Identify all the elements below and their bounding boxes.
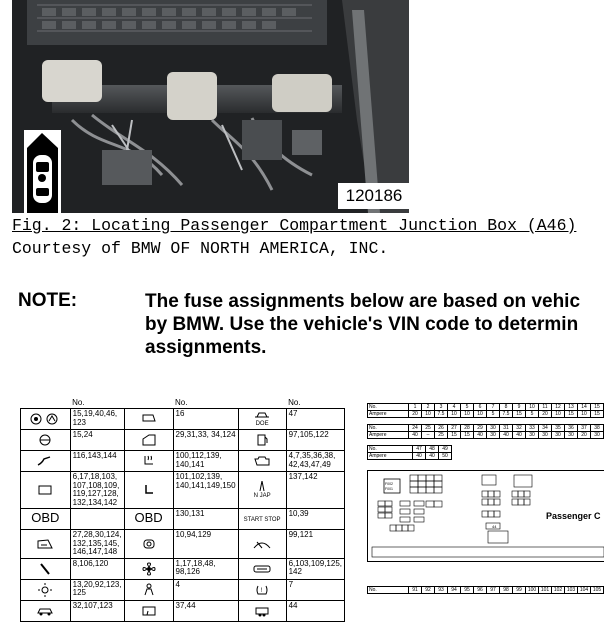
passenger-compartment-label: Passenger C bbox=[546, 511, 601, 521]
fuse-no: 105 bbox=[591, 587, 604, 594]
car-locator-icon bbox=[24, 130, 61, 213]
antenna-jap-icon bbox=[238, 472, 286, 509]
legend-header-row bbox=[21, 398, 345, 409]
no-label: No. bbox=[368, 425, 409, 432]
fuse-no: 103 bbox=[565, 587, 578, 594]
door-lock-icon bbox=[238, 409, 286, 430]
fuse-no: 29 bbox=[474, 425, 487, 432]
fuse-numbers: 15,24 bbox=[70, 430, 124, 451]
fuse-amp: 15 bbox=[591, 411, 604, 418]
fuse-amp: 20 bbox=[539, 411, 552, 418]
fuse-numbers: 13,20,92,123, 125 bbox=[70, 579, 124, 600]
fuse-no: 94 bbox=[448, 587, 461, 594]
fuse-top-label-2: F001 bbox=[385, 487, 393, 491]
fuse-numbers: 116,143,144 bbox=[70, 451, 124, 472]
legend-row bbox=[21, 579, 345, 600]
fuse-amp: 10 bbox=[422, 411, 435, 418]
engine-icon bbox=[238, 451, 286, 472]
fuse-numbers: 99,121 bbox=[286, 530, 344, 559]
fuse-numbers: 37,44 bbox=[173, 600, 238, 621]
fuse-no: 100 bbox=[526, 587, 539, 594]
fuse-amp: 40 bbox=[513, 432, 526, 439]
photo-reference-number: 120186 bbox=[338, 183, 409, 209]
fuse-amp: 30 bbox=[487, 432, 500, 439]
legend-row bbox=[21, 409, 345, 430]
fuse-amp: 30 bbox=[539, 432, 552, 439]
fuse-amp: 10 bbox=[578, 411, 591, 418]
fuse-amp: 30 bbox=[565, 432, 578, 439]
fuse-no: 1 bbox=[409, 404, 422, 411]
window-icon bbox=[21, 530, 71, 559]
fuse-legend-table bbox=[20, 398, 345, 622]
ampere-table-1 bbox=[367, 403, 604, 418]
fuse-numbers: 4 bbox=[173, 579, 238, 600]
fuse-amp: 40 bbox=[413, 453, 426, 460]
fuse-numbers: 130,131 bbox=[173, 509, 238, 530]
fuse-numbers: 16 bbox=[173, 409, 238, 430]
fuse-amp: 50 bbox=[439, 453, 452, 460]
fuse-no: 92 bbox=[422, 587, 435, 594]
fuse-amp: 25 bbox=[435, 432, 448, 439]
fuse-numbers: 101,102,139, 140,141,149,150 bbox=[173, 472, 238, 509]
locator-inset bbox=[24, 130, 61, 213]
no-label: No. bbox=[368, 446, 413, 453]
fuse-no: 97 bbox=[487, 587, 500, 594]
legend-row bbox=[21, 472, 345, 509]
fuse-amp: 7.5 bbox=[435, 411, 448, 418]
fuse-numbers: 137,142 bbox=[286, 472, 344, 509]
note-label: NOTE: bbox=[18, 290, 78, 311]
fuse-numbers: 10,94,129 bbox=[173, 530, 238, 559]
junction-box-photo bbox=[12, 0, 409, 213]
fuse-amp: 30 bbox=[591, 432, 604, 439]
fuse-no: 12 bbox=[552, 404, 565, 411]
horn-icon bbox=[124, 530, 173, 559]
fuse-numbers bbox=[70, 509, 124, 530]
fuse-amp: 30 bbox=[526, 432, 539, 439]
fuse-no: 32 bbox=[513, 425, 526, 432]
fuse-no: 47 bbox=[413, 446, 426, 453]
fuse-no: 28 bbox=[461, 425, 474, 432]
fuel-cap-icon bbox=[238, 430, 286, 451]
fuse-no: 24 bbox=[409, 425, 422, 432]
fuse-no: 30 bbox=[487, 425, 500, 432]
fuse-amp: 15 bbox=[565, 411, 578, 418]
antenna-jap-icon-label: N JAP bbox=[253, 492, 271, 499]
steering-wheel-icon bbox=[21, 430, 71, 451]
fuse-amp: 5 bbox=[526, 411, 539, 418]
fuse-numbers: 47 bbox=[286, 409, 344, 430]
fuse-numbers: 6,103,109,125, 142 bbox=[286, 558, 344, 579]
courtesy-line: Courtesy of BMW OF NORTH AMERICA, INC. bbox=[12, 239, 389, 258]
note-text: The fuse assignments below are based on vehic by BMW. Use the vehicle's VIN code to determin assignments. bbox=[145, 291, 581, 358]
fuse-no: 25 bbox=[422, 425, 435, 432]
fuse-amp: 40 bbox=[474, 432, 487, 439]
fuse-amp: 10 bbox=[474, 411, 487, 418]
fuse-amp: – bbox=[422, 432, 435, 439]
legend-row bbox=[21, 509, 345, 530]
ampere-table-4 bbox=[367, 586, 604, 594]
fuse-numbers: 15,19,40,46, 123 bbox=[70, 409, 124, 430]
fuse-no: 7 bbox=[487, 404, 500, 411]
trailer-icon bbox=[238, 600, 286, 621]
svg-text:!: ! bbox=[260, 587, 263, 594]
fuse-numbers: 8,106,120 bbox=[70, 558, 124, 579]
fuse-no: 14 bbox=[578, 404, 591, 411]
legend-row bbox=[21, 430, 345, 451]
seat-icon bbox=[124, 472, 173, 509]
ampere-label: Ampere bbox=[368, 432, 409, 439]
legend-body bbox=[21, 409, 345, 622]
fuse-no: 98 bbox=[500, 587, 513, 594]
wiper-icon bbox=[238, 530, 286, 559]
fuse-amp: 15 bbox=[461, 432, 474, 439]
fuse-no: 9 bbox=[513, 404, 526, 411]
ampere-table-3 bbox=[367, 445, 452, 460]
display-icon bbox=[21, 472, 71, 509]
fuse-no: 96 bbox=[474, 587, 487, 594]
fuse-amp: 10 bbox=[461, 411, 474, 418]
fuse-numbers: 6,17,18,103, 107,108,109, 119,127,128, 132,134,142 bbox=[70, 472, 124, 509]
legend-row bbox=[21, 530, 345, 559]
fuse-no: 10 bbox=[526, 404, 539, 411]
fuse-amp: 30 bbox=[552, 432, 565, 439]
phone-icon bbox=[124, 600, 173, 621]
fuse-amp: 7.5 bbox=[500, 411, 513, 418]
door-lock-icon-label: DOE bbox=[255, 420, 269, 427]
fuse-amp: 20 bbox=[578, 432, 591, 439]
photo-illustration bbox=[12, 0, 409, 213]
door-icon bbox=[124, 430, 173, 451]
obd-icon bbox=[124, 509, 173, 530]
fuse-no: 3 bbox=[435, 404, 448, 411]
fuse-no: 35 bbox=[552, 425, 565, 432]
fuse-numbers: 7 bbox=[286, 579, 344, 600]
figure-caption: Fig. 2: Locating Passenger Compartment Junction Box (A46) bbox=[12, 216, 577, 235]
fuse-no: 11 bbox=[539, 404, 552, 411]
fuse-no: 36 bbox=[565, 425, 578, 432]
fuse-no: 48 bbox=[426, 446, 439, 453]
person-icon bbox=[124, 579, 173, 600]
fuse-mid-label: 44 bbox=[492, 524, 497, 529]
fuse-no: 4 bbox=[448, 404, 461, 411]
fuse-no: 8 bbox=[500, 404, 513, 411]
fuse-amp: 15 bbox=[448, 432, 461, 439]
legend-row bbox=[21, 558, 345, 579]
fuse-no: 2 bbox=[422, 404, 435, 411]
fuse-no: 38 bbox=[591, 425, 604, 432]
fuse-amp: 40 bbox=[500, 432, 513, 439]
obd-icon-label: OBD bbox=[134, 509, 163, 525]
fuse-no: 33 bbox=[526, 425, 539, 432]
tire-pressure-icon bbox=[238, 579, 286, 600]
fuse-numbers: 32,107,123 bbox=[70, 600, 124, 621]
fuse-amp: 10 bbox=[552, 411, 565, 418]
fan-icon bbox=[124, 558, 173, 579]
ampere-label: Ampere bbox=[368, 453, 413, 460]
no-label: No. bbox=[368, 587, 409, 594]
car-icon bbox=[21, 600, 71, 621]
start-stop-icon-label: START STOP bbox=[243, 516, 281, 523]
fuse-no: 31 bbox=[500, 425, 513, 432]
fuse-amp: 15 bbox=[513, 411, 526, 418]
fuse-numbers: 10,39 bbox=[286, 509, 344, 530]
ampere-table-2 bbox=[367, 424, 604, 439]
fuse-no: 101 bbox=[539, 587, 552, 594]
fuse-numbers: 29,31,33, 34,124 bbox=[173, 430, 238, 451]
rear-window-icon bbox=[238, 558, 286, 579]
fuse-amp: 10 bbox=[448, 411, 461, 418]
fuse-no: 93 bbox=[435, 587, 448, 594]
fuse-no: 99 bbox=[513, 587, 526, 594]
fuse-no: 95 bbox=[461, 587, 474, 594]
no-label: No. bbox=[368, 404, 409, 411]
fuse-no: 49 bbox=[439, 446, 452, 453]
seat-heater-icon bbox=[124, 451, 173, 472]
fuse-amp: 40 bbox=[426, 453, 439, 460]
fuse-top-label: F002 bbox=[385, 482, 393, 486]
no-header: No. bbox=[175, 397, 188, 407]
key-icon bbox=[21, 558, 71, 579]
fuse-numbers: 97,105,122 bbox=[286, 430, 344, 451]
no-header: No. bbox=[288, 397, 301, 407]
fuse-no: 13 bbox=[565, 404, 578, 411]
fuse-numbers: 27,28,30,124, 132,135,145, 146,147,148 bbox=[70, 530, 124, 559]
fuse-no: 6 bbox=[474, 404, 487, 411]
fuse-amp: 20 bbox=[409, 411, 422, 418]
fuse-no: 5 bbox=[461, 404, 474, 411]
fuse-no: 91 bbox=[409, 587, 422, 594]
legend-row bbox=[21, 600, 345, 621]
seatbelt-airbag-icon bbox=[21, 409, 71, 430]
washer-icon bbox=[21, 451, 71, 472]
fuse-amp: 40 bbox=[409, 432, 422, 439]
fuse-no: 102 bbox=[552, 587, 565, 594]
light-icon bbox=[21, 579, 71, 600]
fuse-no: 26 bbox=[435, 425, 448, 432]
fuse-no: 104 bbox=[578, 587, 591, 594]
fuse-no: 15 bbox=[591, 404, 604, 411]
fuse-numbers: 4,7,35,36,38, 42,43,47,49 bbox=[286, 451, 344, 472]
fuse-numbers: 1,17,18,48, 98,126 bbox=[173, 558, 238, 579]
start-stop-icon bbox=[238, 509, 286, 530]
fuse-numbers: 44 bbox=[286, 600, 344, 621]
ampere-label: Ampere bbox=[368, 411, 409, 418]
fuse-no: 34 bbox=[539, 425, 552, 432]
obd-icon bbox=[21, 509, 71, 530]
fuse-amp: 5 bbox=[487, 411, 500, 418]
fuse-no: 27 bbox=[448, 425, 461, 432]
legend-row bbox=[21, 451, 345, 472]
mirror-icon bbox=[124, 409, 173, 430]
obd-icon-label: OBD bbox=[31, 509, 60, 525]
no-header: No. bbox=[72, 397, 85, 407]
fuse-no: 37 bbox=[578, 425, 591, 432]
fuse-numbers: 100,112,139, 140,141 bbox=[173, 451, 238, 472]
